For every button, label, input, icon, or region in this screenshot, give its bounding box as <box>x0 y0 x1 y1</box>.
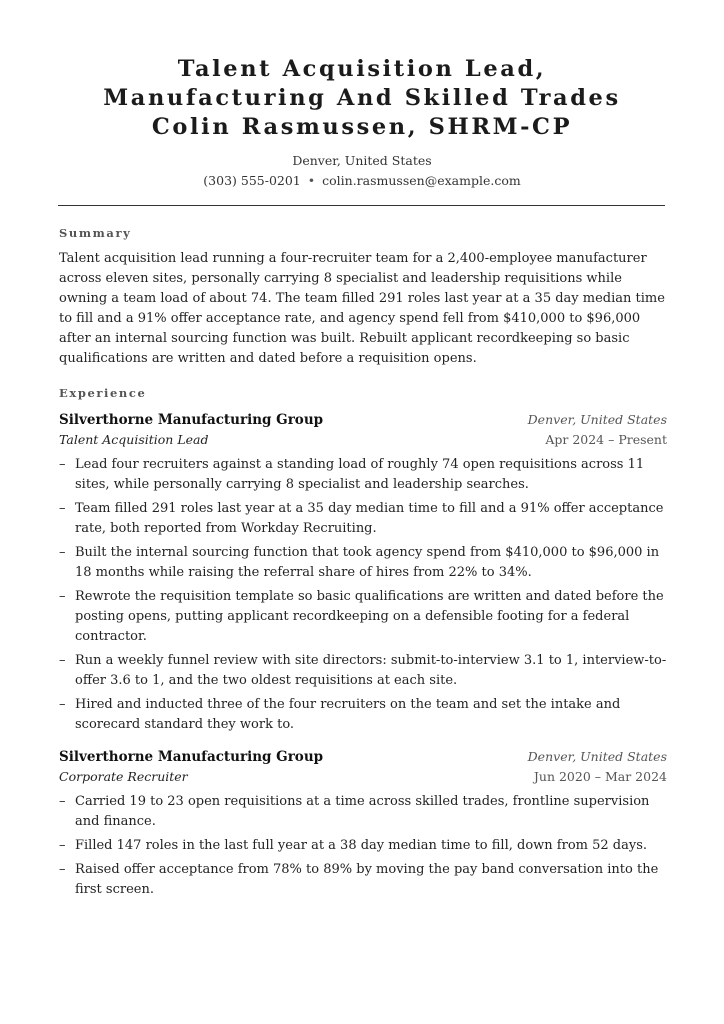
job-title: Corporate Recruiter <box>59 769 188 784</box>
job-location: Denver, United States <box>527 412 667 427</box>
email-link[interactable]: colin.rasmussen@example.com <box>322 173 521 188</box>
separator-dot: • <box>307 173 316 188</box>
summary-heading: Summary <box>59 226 132 240</box>
bullet-item <box>59 860 667 900</box>
experience-entry <box>59 749 667 904</box>
bullet-text: Filled 147 roles in the last full year at a 38 day median time to fill, down from 52 days. <box>75 838 647 853</box>
phone-text: (303) 555-0201 <box>203 173 301 188</box>
experience-heading: Experience <box>59 386 147 400</box>
location-text: Denver, United States <box>292 153 432 168</box>
bullet-text: Run a weekly funnel review with site directors: submit-to-interview 3.1 to 1, interview-to-offer 3.6 to 1, and the two oldest requisitions at each site. <box>75 653 667 688</box>
bullet-item <box>59 792 667 832</box>
bullet-marker: – <box>59 794 66 809</box>
bullet-item <box>59 587 667 647</box>
contact-line <box>0 173 724 188</box>
bullet-marker: – <box>59 838 66 853</box>
job-dates: Apr 2024 – Present <box>545 432 667 447</box>
bullet-text: Built the internal sourcing function that took agency spend from $410,000 to $96,000 in 18 months while raising the referral share of hires from 22% to 34%. <box>75 545 660 580</box>
bullet-item <box>59 543 667 583</box>
bullet-item <box>59 499 667 539</box>
summary-text: Talent acquisition lead running a four-recruiter team for a 2,400-employee manufacturer across eleven sites, personally carrying 8 specialist and leadership requisitions while owning a team load of about 74. The team filled 291 roles last year at a 35 day median time to fill and a 91% offer acceptance rate, and agency spend fell from $410,000 to $96,000 after an internal sourcing function was built. Rebuilt applicant recordkeeping so basic qualifications are written and dated before a requisition opens. <box>59 251 665 366</box>
bullet-text: Lead four recruiters against a standing load of roughly 74 open requisitions across 11 sites, while personally carrying 8 specialist and leadership searches. <box>75 457 645 492</box>
bullet-marker: – <box>59 501 66 516</box>
bullet-marker: – <box>59 589 66 604</box>
bullet-marker: – <box>59 457 66 472</box>
title-line: Colin Rasmussen, SHRM-CP <box>151 114 573 140</box>
bullet-marker: – <box>59 862 66 877</box>
bullet-text: Rewrote the requisition template so basic qualifications are written and dated before the posting opens, putting applicant recordkeeping on a defensible footing for a federal contractor. <box>75 589 664 644</box>
bullet-text: Carried 19 to 23 open requisitions at a time across skilled trades, frontline supervision and finance. <box>75 794 650 829</box>
title-line: Talent Acquisition Lead, <box>177 56 547 82</box>
bullet-text: Raised offer acceptance from 78% to 89% by moving the pay band conversation into the first screen. <box>75 862 659 897</box>
bullet-item <box>59 695 667 735</box>
job-dates: Jun 2020 – Mar 2024 <box>533 769 667 784</box>
bullet-item <box>59 455 667 495</box>
bullet-text: Hired and inducted three of the four recruiters on the team and set the intake and scorecard standard they work to. <box>75 697 621 732</box>
title-line: Manufacturing And Skilled Trades <box>103 85 621 111</box>
job-title: Talent Acquisition Lead <box>59 432 209 447</box>
bullet-text: Team filled 291 roles last year at a 35 day median time to fill and a 91% offer acceptance rate, both reported from Workday Recruiting. <box>75 501 664 536</box>
bullet-item <box>59 651 667 691</box>
bullet-marker: – <box>59 653 66 668</box>
company-name: Silverthorne Manufacturing Group <box>59 412 324 428</box>
bullet-item <box>59 836 667 856</box>
experience-entry <box>59 412 667 739</box>
header-divider <box>58 205 665 206</box>
bullet-list <box>59 455 667 735</box>
location-line <box>0 153 724 168</box>
bullet-marker: – <box>59 545 66 560</box>
bullet-marker: – <box>59 697 66 712</box>
job-location: Denver, United States <box>527 749 667 764</box>
bullet-list <box>59 792 667 900</box>
resume-title <box>0 55 724 142</box>
company-name: Silverthorne Manufacturing Group <box>59 749 324 765</box>
